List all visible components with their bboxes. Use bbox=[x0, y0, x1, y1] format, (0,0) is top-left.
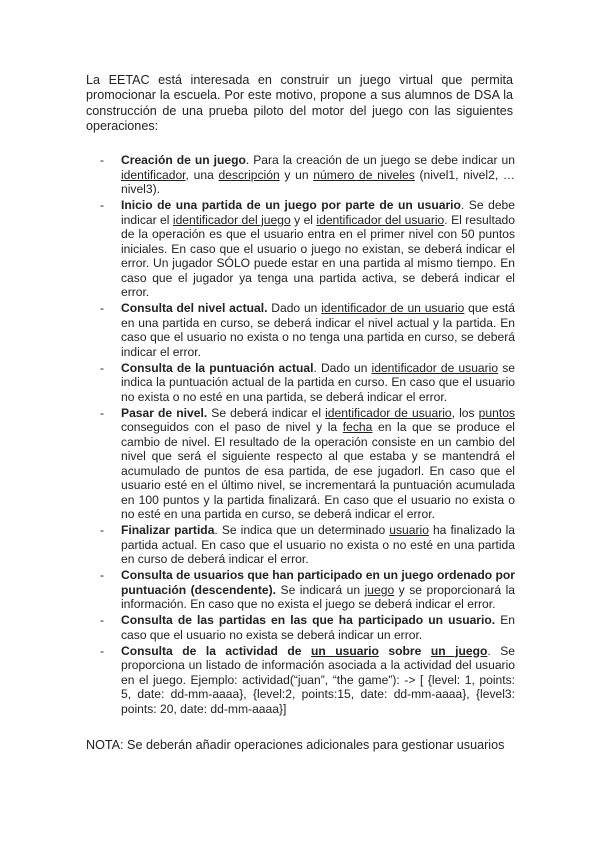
item-title-underlined: un juego bbox=[430, 643, 488, 658]
intro-paragraph: La EETAC está interesada en construir un juego virtual que permita promocionar la escuela. Por este motivo, propone a sus alumnos de DSA la construcción de una prueba piloto del motor del juego con las siguientes operaciones: bbox=[86, 73, 513, 134]
item-text: y el bbox=[290, 212, 317, 227]
item-title: Consulta de la actividad de bbox=[121, 643, 311, 658]
list-item bbox=[100, 613, 515, 642]
item-underlined: juego bbox=[364, 582, 395, 597]
item-text: , una bbox=[185, 167, 219, 182]
item-text: y se proporcionará la información. En caso que no exista el juego se deberá indicar el error. bbox=[121, 582, 516, 611]
item-text: Se indicará un bbox=[276, 582, 365, 597]
operations-list bbox=[100, 153, 515, 718]
item-text: en la que se produce el cambio de nivel. El resultado de la operación consiste en un cambio del nivel que será el siguiente respecto al que estaba y se mantendrá el acumulado de puntos de esa partida, de ese jugadorl. En caso que el usuario esté en el último nivel, se incrementará la puntuación acumulada en 100 puntos y la partida finalizará. En caso que el usuario no exista o no esté en una partida en curso, se deberá indicar el error. bbox=[121, 420, 515, 521]
bullet-dash: - bbox=[100, 153, 105, 167]
item-title-underlined: un usuario bbox=[310, 643, 379, 658]
list-item bbox=[100, 361, 515, 405]
item-title: Finalizar partida bbox=[121, 523, 215, 537]
item-text: se indica la puntuación actual de la partida en curso. En caso que el usuario no exista o no esté en una partida, se deberá indicar el error. bbox=[121, 360, 515, 404]
item-text: Se deberá indicar el bbox=[207, 405, 326, 420]
item-title: Consulta de la puntuación actual bbox=[121, 360, 314, 375]
item-underlined: usuario bbox=[389, 523, 429, 537]
list-item bbox=[100, 406, 515, 522]
bullet-dash: - bbox=[100, 301, 105, 315]
list-item bbox=[100, 568, 515, 612]
item-underlined: identificador del juego bbox=[172, 212, 291, 227]
item-text: Dado un bbox=[267, 301, 322, 315]
item-text: . Para la creación de un juego se debe indicar un bbox=[245, 153, 515, 167]
item-text: . Se proporciona un listado de información asociada a la actividad del usuario en el juego. Ejemplo: actividad(“juan”, “the game”): -> [ {level: 1, points: 5, date: dd-mm-aaaa}, {level:2, points:15, date: dd-mm-aaaa}, {level3: points: 20, date: dd-mm-aaaa}] bbox=[121, 643, 515, 716]
item-text: , los bbox=[451, 405, 479, 420]
item-text: . Se indica que un determinado bbox=[214, 523, 390, 537]
list-item bbox=[100, 301, 515, 359]
list-item bbox=[100, 153, 515, 197]
list-item bbox=[100, 523, 515, 567]
bullet-dash: - bbox=[100, 523, 105, 537]
item-text: ha finalizado la partida actual. En caso que el usuario no exista o no esté en una partida en curso de deberá indicar el error. bbox=[121, 523, 515, 566]
item-underlined: identificador del usuario bbox=[316, 212, 445, 227]
item-title: Inicio de una partida de un juego por parte de un usuario bbox=[121, 198, 461, 212]
item-underlined: puntos bbox=[478, 405, 515, 420]
item-text: conseguidos con el paso de nivel y la bbox=[121, 420, 343, 434]
item-text: que está en una partida en curso, se deberá indicar el nivel actual y la partida. En caso que el usuario no exista o no tenga una partida en curso, se deberá indicar el error. bbox=[121, 301, 515, 359]
bullet-dash: - bbox=[100, 613, 105, 627]
bullet-dash: - bbox=[100, 198, 105, 212]
item-underlined: fecha bbox=[342, 420, 373, 434]
bullet-dash: - bbox=[100, 643, 105, 658]
bullet-dash: - bbox=[100, 360, 105, 375]
item-title: sobre bbox=[378, 643, 431, 658]
item-underlined: descripción bbox=[218, 167, 280, 182]
note-paragraph: NOTA: Se deberán añadir operaciones adicionales para gestionar usuarios bbox=[86, 738, 505, 752]
item-title: Consulta de las partidas en las que ha participado un usuario. bbox=[121, 613, 496, 627]
item-text: . Dado un bbox=[313, 360, 372, 375]
item-text: . El resultado de la operación es que el usuario entra en el primer nivel con 50 puntos iniciales. En caso que el usuario o juego no existan, se deberá indicar el error. Un jugador SÓLO puede estar en una partida al mismo tiempo. En caso que el jugador ya tenga una partida activa, se deberá indicar el error. bbox=[121, 212, 515, 299]
list-item bbox=[100, 198, 515, 300]
item-underlined: identificador de un usuario bbox=[321, 301, 465, 315]
item-underlined: identificador bbox=[121, 167, 186, 182]
list-item bbox=[100, 644, 515, 717]
item-title: Consulta de usuarios que han participado en un juego ordenado por puntuación (descendente). bbox=[121, 568, 515, 597]
item-title: Consulta del nivel actual. bbox=[121, 301, 268, 315]
item-text: (nivel1, nivel2, … nivel3). bbox=[121, 167, 515, 196]
item-text: En caso que el usuario no exista se deberá indicar un error. bbox=[121, 613, 516, 642]
item-underlined: identificador de usuario bbox=[325, 405, 452, 420]
item-title: Creación de un juego bbox=[121, 153, 246, 167]
item-text: y un bbox=[279, 167, 314, 182]
bullet-dash: - bbox=[100, 405, 105, 420]
item-underlined: identificador de usuario bbox=[371, 360, 499, 375]
bullet-dash: - bbox=[100, 568, 105, 582]
item-underlined: número de niveles bbox=[313, 167, 415, 182]
item-text: . Se debe indicar el bbox=[121, 198, 516, 227]
item-title: Pasar de nivel. bbox=[121, 405, 208, 420]
